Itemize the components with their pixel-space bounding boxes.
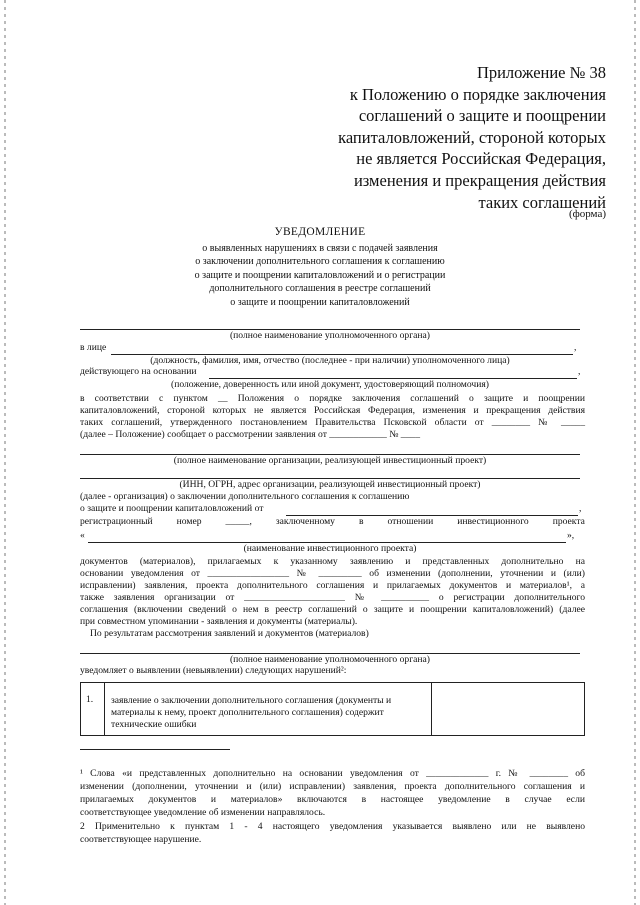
table-row-text: заявление о заключении дополнительного соглашения (документы и материалы к нему, проект дополнительного соглашения) содержит технические ошибки [111, 695, 392, 730]
org-name-caption: (полное наименование организации, реализующей инвестиционный проект) [173, 455, 487, 466]
para2-line3: регистрационный номер _____, заключенному в отношении инвестиционного проекта [80, 516, 585, 527]
notify-line: уведомляет о выявлении (невыявлении) следующих нарушений²: [80, 665, 347, 676]
document-title: УВЕДОМЛЕНИЕ [274, 226, 366, 238]
person-caption: (должность, фамилия, имя, отчество (последнее - при наличии) уполномоченного лица) [150, 355, 510, 366]
para1-line3: таких соглашений, утвержденного постановлением Правительства Псковской области от ________ № _____ [80, 417, 585, 428]
para1-line4: (далее – Положение) сообщает о рассмотрении заявления от ____________ № ____ [80, 429, 420, 440]
project-caption: (наименование инвестиционного проекта) [243, 543, 417, 554]
para4: По результатам рассмотрения заявлений и документов (материалов) [90, 628, 369, 639]
para3-line6: при совместном упоминании - заявления и документы (материалы). [80, 616, 358, 627]
footnote-1-line1: ¹ Слова «и представленных дополнительно на основании уведомления от _____________ г. № ________ об [80, 768, 585, 779]
para3-line5: соглашения (включении сведений о нем в реестр соглашений о защите и поощрении капиталовложений) (далее [80, 604, 585, 615]
scan-edge-left [4, 0, 6, 905]
footnote-1-line4: соответствующее уведомление об изменении направлялось. [80, 807, 326, 818]
footnote-1-line3: прилагаемых документов и материалов» включаются в настоящее уведомление в случае если [80, 794, 585, 805]
appendix-header: Приложение № 38 к Положению о порядке заключения соглашений о защите и поощрении капиталовложений, стороной которых не является Российская Федерация, изменения и прекращения действия таких соглашений [338, 63, 606, 212]
para3-line3: исправлении) заявления, проекта дополнительного соглашения и прилагаемых документов и материалов¹, а [80, 580, 585, 591]
para3-line2: основании уведомления от _________________ № _________ об изменении (дополнении, уточнении и (или) [80, 568, 585, 579]
para2-line1: (далее - организация) о заключении дополнительного соглашения к соглашению [80, 491, 410, 502]
footnote-2-line1: 2 Применительно к пунктам 1 - 4 настоящего уведомления указывается выявлено или не выявлено [80, 821, 585, 832]
para3-line1: документов (материалов), прилагаемых к указанному заявлению и представленных дополнительно на [80, 556, 585, 567]
scan-edge-right [634, 0, 636, 905]
footnote-1-line2: изменении (дополнении, уточнении и (или) исправлении) заявления, проекта дополнительного соглашения и [80, 781, 585, 792]
para1-line1: в соответствии с пунктом __ Положения о порядке заключения соглашений о защите и поощрении [80, 393, 585, 404]
footnote-2-line2: соответствующее нарушение. [80, 834, 202, 845]
violations-table [80, 682, 585, 736]
para1-line2: капиталовложений, стороной которых не является Российская Федерация, изменения и прекращения действия [80, 405, 585, 416]
document-page: Приложение № 38 к Положению о порядке заключения соглашений о защите и поощрении капиталовложений, стороной которых не является Российская Федерация, изменения и прекращения действия таких соглашений (форма) УВЕДОМЛЕНИЕ о выявленных нарушениях в связи с подачей заявления о заключении дополнительного соглашения к соглашению о защите и поощрении капиталовложений и о регистрации дополнительного соглашения в реестре соглашений о защите и поощрении капиталовложений (полное наименование уполномоченного органа) в лице , (должность, фамилия, имя, отчество (последнее - при наличии) уполномоченного лица) действующего на основании , (положение, доверенность или иной документ, удостоверяющий полномочия) в соответствии с пунктом __ Положения о порядке заключения соглашений о защите и поощрении капиталовложений, стороной которых не является Российская Федерация, изменения и прекращения действия таких соглашений, утвержденного постановлением Правительства Псковской области от ________ № _____ (далее – Положение) сообщает о рассмотрении заявления от ____________ № ____ (полное наименование организации, реализующей инвестиционный проект) (ИНН, ОГРН, адрес организации, реализующей инвестиционный проект) (далее - организация) о заключении дополнительного соглашения к соглашению о защите и поощрении капиталовложений от , регистрационный номер _____, заключенному в отношении инвестиционного проекта « », (наименование инвестиционного проекта) документов (материалов), прилагаемых к указанному заявлению и представленных дополнительно на основании уведомления от _________________ № _________ об изменении (дополнении, уточнении и (или) исправлении) заявления, проекта дополнительного соглашения и прилагаемых документов и материалов¹, а также заявления организации от _____________________ № __________ о регистрации дополнительного соглашения (включении сведений о нем в реестр соглашений о защите и поощрении капиталовложений) (далее при совместном упоминании - заявления и документы (материалы). По результатам рассмотрения заявлений и документов (материалов) (полное наименование уполномоченного органа) уведомляет о выявлении (невыявлении) следующих нарушений²: 1. заявление о заключении дополнительного соглашения (документы и материалы к нему, проект дополнительного соглашения) содержит технические ошибки ¹ Слова «и представленных дополнительно на основании уведомления от _____________ г. № ________ об изменении (дополнении, уточнении и (или) исправлении) заявления, проекта дополнительного соглашения и прилагаемых документов и материалов» включаются в настоящее уведомление в случае если соответствующее уведомление об изменении направлялось. 2 Применительно к пунктам 1 - 4 настоящего уведомления указывается выявлено или не выявлено соответствующее нарушение. [0, 0, 640, 905]
v-litse-label: в лице [80, 342, 107, 353]
table-row-number-cell [81, 683, 105, 735]
document-subtitle: о выявленных нарушениях в связи с подачей заявления о заключении дополнительного соглашения к соглашению о защите и поощрении капиталовложений и о регистрации дополнительного соглашения в реестре соглашений о защите и поощрении капиталовложений [194, 243, 446, 308]
table-row-number: 1. [86, 694, 94, 705]
para3-line4: также заявления организации от _____________________ № __________ о регистрации дополнительного [80, 592, 585, 603]
footnote-separator [80, 749, 230, 750]
para2-line2: о защите и поощрении капиталовложений от [80, 503, 264, 514]
organ2-caption: (полное наименование уполномоченного органа) [229, 654, 431, 665]
organ-name-caption: (полное наименование уполномоченного органа) [229, 330, 431, 341]
acting-label: действующего на основании [80, 366, 197, 377]
basis-caption: (положение, доверенность или иной документ, удостоверяющий полномочия) [171, 379, 489, 390]
form-label: (форма) [568, 208, 606, 220]
org-inn-caption: (ИНН, ОГРН, адрес организации, реализующей инвестиционный проект) [179, 479, 481, 490]
appendix-number: Приложение № 38 [476, 63, 606, 82]
